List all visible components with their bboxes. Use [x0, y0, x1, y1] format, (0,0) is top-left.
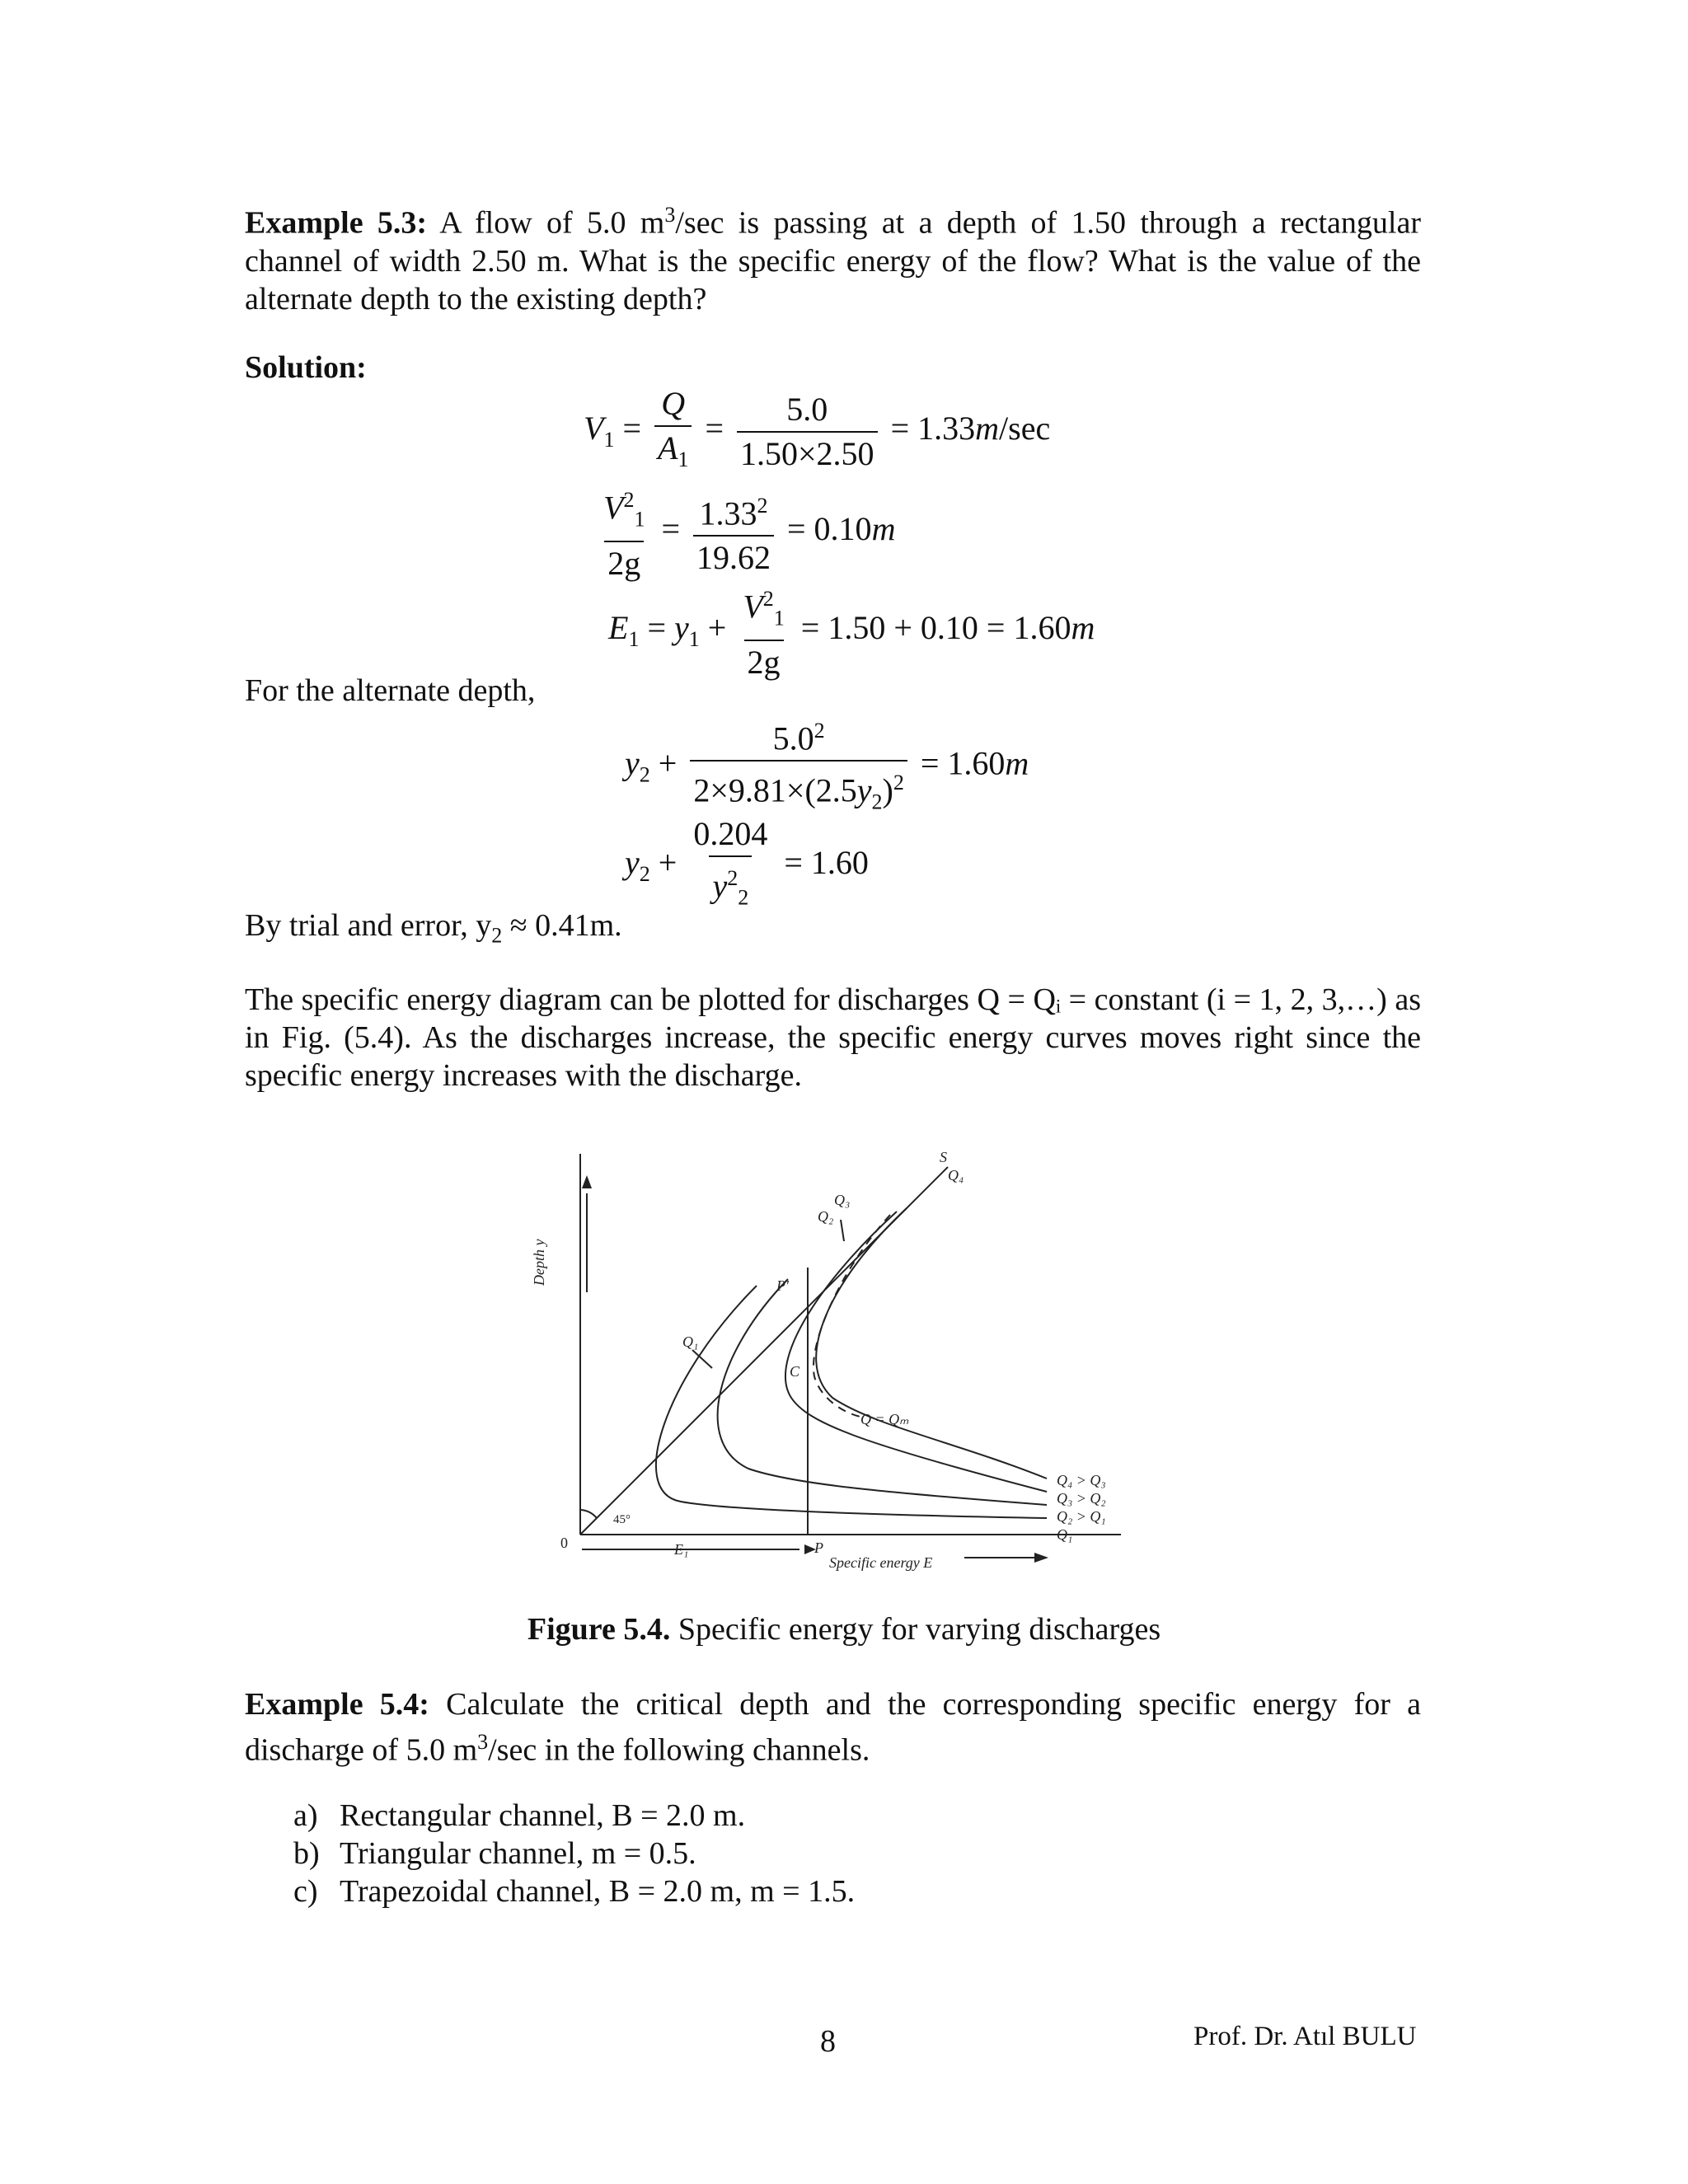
example-text: A flow of 5.0 m: [427, 205, 665, 241]
list-item: [293, 1872, 855, 1910]
eq-num: 5.0: [772, 719, 814, 757]
example-text: /sec is passing at a depth of 1.50 through a rectangular channel of width 2.50 m. What is the specific energy of the flow? What is the value of the alternate depth to the existing depth?: [245, 205, 1422, 316]
y-axis-label: Depth y: [531, 1239, 547, 1286]
legend-q3-gt-q2: Q₃ > Q₂: [1057, 1490, 1106, 1507]
eq-den: 19.62: [693, 535, 774, 576]
eq-num: 1.33: [699, 494, 757, 532]
legend-q4-gt-q3: Q₄ > Q₃: [1057, 1472, 1106, 1488]
trial-text: By trial and error, y: [245, 908, 492, 943]
equation-alternate-depth: $y_2$ + $\frac{5.0^2}{2\times 9.81\times(2.5y_2)^2}$ = 1.60m: [625, 713, 1029, 821]
eq-var: y: [856, 771, 872, 809]
eq-var: Q: [661, 385, 686, 422]
superscript: 3: [664, 203, 676, 227]
origin-label: 0: [560, 1535, 568, 1551]
fraction-numeric: [693, 488, 774, 576]
y-arrow-head: [582, 1175, 592, 1188]
eq-unit: m: [1005, 744, 1029, 782]
example-5-3-paragraph: [245, 196, 1421, 318]
fraction-simplified: [690, 816, 771, 916]
eq-den: 2g: [744, 640, 784, 681]
eq-sub: 2: [639, 861, 650, 886]
curve-q4: [816, 1208, 1047, 1479]
eq-result: = 0.10: [787, 509, 872, 547]
eq-sub: 2: [491, 923, 503, 948]
eq-sup: 2: [814, 719, 825, 743]
specific-energy-paragraph: The specific energy diagram can be plotted for discharges Q = Qᵢ = constant (i = 1, 2, 3,…) as in Fig. (5.4). As the discharges increase, the specific energy curves moves right since the specific energy increases with the discharge.: [245, 982, 1421, 1093]
curve-q2: [718, 1279, 1047, 1505]
figure-caption: [0, 1611, 1688, 1647]
p-prime-label: P': [776, 1277, 789, 1294]
eq-sup: 2: [623, 488, 635, 512]
angle-arc: [580, 1510, 597, 1518]
fraction-q-over-a: [654, 386, 692, 478]
eq-sup: 2: [762, 587, 774, 611]
angle-label: 45°: [613, 1513, 631, 1526]
eq-den: 2g: [604, 541, 644, 582]
eq-unit: m: [871, 509, 896, 547]
author-footer: Prof. Dr. Atıl BULU: [1193, 2022, 1417, 2051]
p-label: P: [814, 1540, 823, 1556]
eq-sup: 2: [893, 771, 904, 795]
eq-unit: m: [1071, 608, 1095, 646]
fraction-numeric: [737, 391, 878, 472]
fraction-v2-over-2g: [600, 482, 648, 582]
q3-label: Q₃: [834, 1192, 851, 1208]
caption-label: Figure 5.4.: [527, 1612, 671, 1647]
fraction-v2-over-2g: [739, 581, 787, 681]
eq-var: y: [674, 608, 689, 646]
channel-list: [293, 1797, 855, 1910]
eq-sub: 1: [628, 626, 640, 651]
equation-simplified: $y_2$ + $\frac{0.204}{y^2_2}$ = 1.60: [625, 816, 869, 916]
legend-q1: Q₁: [1057, 1526, 1073, 1543]
curve-q1: [656, 1286, 1047, 1518]
alternate-depth-label: For the alternate depth,: [245, 673, 536, 708]
superscript: 3: [477, 1730, 489, 1754]
eq-sub: 1: [773, 606, 785, 630]
eq-var: y: [625, 843, 640, 881]
eq-var: y: [625, 744, 640, 782]
list-item-text: Trapezoidal channel, B = 2.0 m, m = 1.5.: [340, 1874, 856, 1909]
list-item: [293, 1835, 855, 1872]
specific-energy-diagram: [528, 1129, 1170, 1591]
eq-result: = 1.60: [920, 744, 1006, 782]
list-item-label: a): [293, 1798, 318, 1833]
eq-den: 1.50×2.50: [737, 431, 878, 472]
q2-label: Q₂: [818, 1208, 834, 1225]
x-axis-label: Specific energy E: [829, 1554, 933, 1571]
solution-label: Solution:: [245, 350, 367, 385]
caption-text: Specific energy for varying discharges: [670, 1612, 1161, 1647]
eq-var: y: [712, 867, 728, 905]
eq-var: V: [603, 489, 624, 527]
c-label: C: [790, 1363, 800, 1380]
eq-sub: 2: [639, 762, 650, 787]
eq-sup: 2: [757, 494, 768, 518]
solution-heading: [245, 349, 1421, 387]
list-item: [293, 1797, 855, 1835]
eq-var: E: [608, 608, 629, 646]
eq-num: 0.204: [693, 815, 768, 852]
eq-sub: 1: [603, 428, 615, 452]
eq-den: 2×9.81×(2.5: [693, 771, 857, 809]
equation-velocity: $V_1$ = $\frac{Q}{A_1}$ = $\frac{5.0}{1.50\times 2.50}$ = 1.33m/sec: [584, 386, 1050, 478]
eq-sub: 2: [738, 885, 749, 910]
q3-leader: [841, 1220, 844, 1241]
list-item-text: Rectangular channel, B = 2.0 m.: [340, 1798, 746, 1833]
example-text: Calculate the critical depth and the corresponding specific energy for a discharge of 5.0 m: [245, 1687, 1421, 1768]
curve-critical-locus: [814, 1215, 890, 1418]
fraction-alternate: [690, 713, 907, 821]
s-label: S: [940, 1149, 947, 1165]
eq-num: 5.0: [786, 391, 828, 428]
eq-sub: 2: [871, 790, 883, 814]
legend-q2-gt-q1: Q₂ > Q₁: [1057, 1508, 1106, 1525]
list-item-text: Triangular channel, m = 0.5.: [340, 1836, 696, 1871]
example-text: /sec in the following channels.: [488, 1732, 870, 1768]
equation-specific-energy: $E_1 = y_1$ + $\frac{V^2_1}{2g}$ = 1.50 + 0.10 = 1.60m: [608, 581, 1095, 681]
eq-var: V: [743, 588, 763, 626]
eq-sub: 1: [688, 626, 700, 651]
equation-velocity-head: $\frac{V^2_1}{2g}$ = $\frac{1.33^2}{19.62}$ = 0.10m: [600, 482, 895, 582]
curve-q3: [785, 1212, 1047, 1492]
eq-unit: /sec: [999, 410, 1051, 448]
example-label: Example 5.4:: [245, 1687, 429, 1722]
eq-sup: 2: [727, 866, 738, 890]
e1-label: E₁: [674, 1541, 689, 1558]
q4-label: Q₄: [948, 1167, 964, 1183]
eq-unit: m: [975, 410, 1000, 448]
example-label: Example 5.3:: [245, 205, 428, 241]
eq-result: = 1.50 + 0.10 = 1.60: [800, 608, 1071, 646]
eq-den: ): [882, 771, 893, 809]
eq-sub: 1: [634, 507, 645, 532]
x-arrow-head: [1034, 1553, 1048, 1563]
q1-label: Q₁: [682, 1333, 699, 1350]
eq-var: A: [658, 429, 678, 466]
list-item-label: b): [293, 1836, 320, 1871]
list-item-label: c): [293, 1874, 318, 1909]
trial-result: ≈ 0.41m.: [502, 908, 622, 943]
eq-sub: 1: [678, 448, 689, 471]
page-number: 8: [820, 2024, 836, 2059]
qm-label: Q = Qₘ: [860, 1411, 909, 1427]
example-5-4-paragraph: [245, 1685, 1421, 1769]
eq-result: = 1.33: [890, 410, 976, 448]
trial-and-error: [245, 907, 1421, 955]
eq-var: V: [584, 410, 604, 448]
eq-result: = 1.60: [784, 843, 869, 881]
